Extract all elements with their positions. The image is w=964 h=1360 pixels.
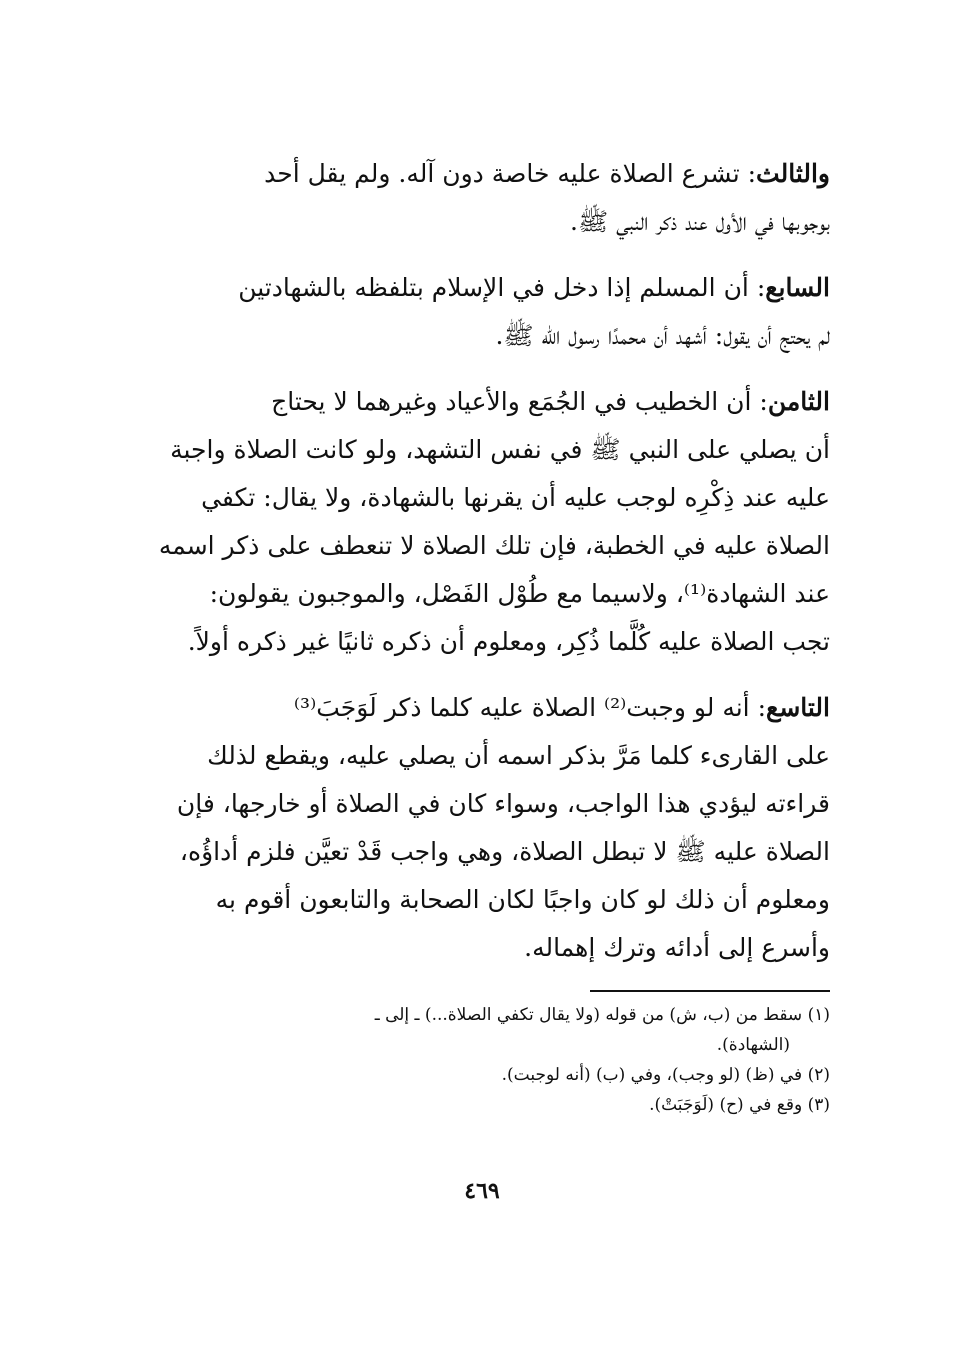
text-line: عليه عند ذِكْرِه لوجب عليه أن يقرنها بالشهادة، ولا يقال: تكفي: [201, 483, 830, 512]
line-text: : أن المسلم إذا دخل في الإسلام بتلفظه بالشهادتين: [238, 273, 766, 302]
line-text: : تشرع الصلاة عليه خاصة دون آله. ولم يقل أحد: [264, 159, 757, 188]
text-line: تجب الصلاة عليه كُلَّما ذُكِر، ومعلوم أن ذكره ثانيًا غير ذكره أولاً.: [187, 627, 830, 656]
paragraph-lead: التاسع: [766, 693, 830, 722]
paragraph-lead: السابع: [765, 273, 830, 302]
paragraph-eighth: [130, 378, 830, 666]
text-line: أن يصلي على النبي ﷺ في نفس التشهد، ولو كانت الصلاة واجبة: [170, 435, 830, 464]
line-text: : أن الخطيب في الجُمَع والأعياد وغيرهما لا يحتاج: [271, 387, 768, 416]
text-line: ومعلوم أن ذلك لو كان واجبًا لكان الصحابة والتابعون أقوم به: [215, 885, 830, 914]
text-line: على القارىء كلما مَرَّ بذكر اسمه أن يصلي عليه، ويقطع لذلك: [207, 741, 830, 770]
footnote-1: (١) سقط من (ب، ش) من قوله (ولا يقال تكفي الصلاة...) ـ إلى ـ: [374, 1005, 830, 1025]
footnote-1-continuation: (الشهادة).: [716, 1035, 790, 1055]
text-line: [130, 150, 830, 198]
text-line: وأسرع إلى أدائه وترك إهماله.: [524, 933, 830, 962]
footnotes: [130, 990, 830, 1120]
page-number: ٤٦٩: [464, 1178, 500, 1204]
text-line: [130, 378, 830, 426]
footnote-2: (٢) في (ظ) (لو وجب)، وفي (ب) (أنه لوجبت).: [501, 1065, 830, 1085]
text-line: عند الشهادة⁽¹⁾، ولاسيما مع طُوْل الفَصْل، والموجبون يقولون:: [209, 579, 830, 608]
text-line: قراءته ليؤدي هذا الواجب، وسواء كان في الصلاة أو خارجها، فإن: [176, 789, 830, 818]
text-line: [130, 684, 830, 732]
paragraph-lead: الثامن: [767, 387, 830, 416]
paragraph-third: [130, 150, 830, 246]
footnote-separator: [590, 990, 830, 992]
line-text: : أنه لو وجبت⁽²⁾ الصلاة عليه كلما ذكر لَوَجَبَ⁽³⁾: [293, 693, 767, 722]
paragraph-ninth: [130, 684, 830, 972]
paragraph-lead: والثالث: [756, 159, 830, 188]
text-line: الصلاة عليه ﷺ لا تبطل الصلاة، وهي واجب قَدْ تعيَّن فلزم أداؤُه،: [179, 837, 830, 866]
text-line: الصلاة عليه في الخطبة، فإن تلك الصلاة لا تنعطف على ذكر اسمه: [158, 531, 830, 560]
paragraph-seventh: [130, 264, 830, 360]
main-text: [130, 150, 830, 990]
text-line: لم يحتج أن يقول: أشهد أن محمدًا رسول الله ﷺ.: [495, 321, 830, 350]
footnote-3: (٣) وقع في (ح) (لَوَجَبَتْ).: [649, 1095, 830, 1115]
text-line: بوجوبها في الأول عند ذكر النبي ﷺ.: [570, 207, 830, 236]
text-line: [130, 264, 830, 312]
